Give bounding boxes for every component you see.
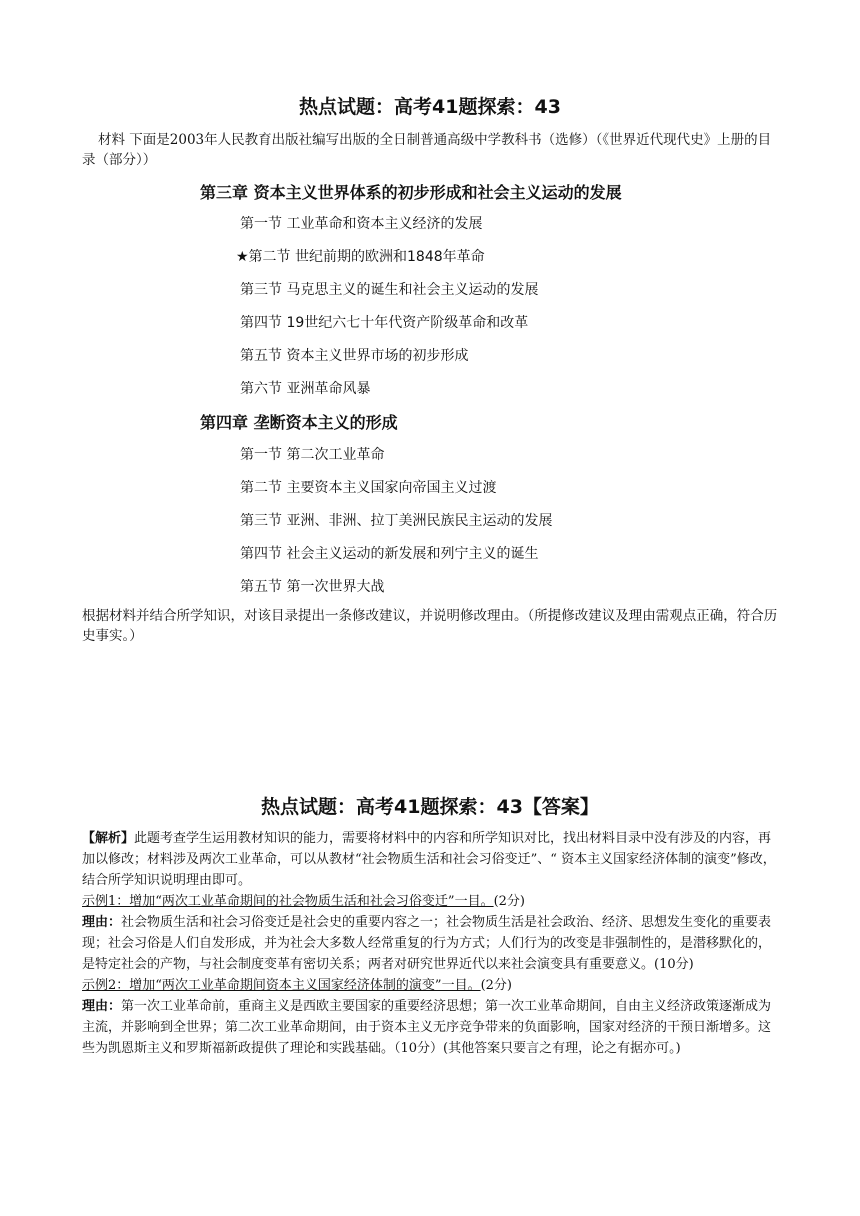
question-prompt: 根据材料并结合所学知识，对该目录提出一条修改建议，并说明修改理由。（所提修改建议及理由需观点正确，符合历史事实。） <box>82 608 778 644</box>
chapter-3-section-3: 第三节 马克思主义的诞生和社会主义运动的发展 <box>240 282 539 298</box>
reason-2-label: 理由： <box>82 999 122 1014</box>
material-text: 材料 下面是2003年人民教育出版社编写出版的全日制普通高级中学教科书（选修）（《世界近代现代史》上册的目录（部分）） <box>82 132 772 168</box>
reason-2-paragraph <box>82 996 782 1059</box>
chapter-4-section-3: 第三节 亚洲、非洲、拉丁美洲民族民主运动的发展 <box>240 513 553 529</box>
question-title: 热点试题：高考41题探索：43 <box>299 96 561 118</box>
closing-note: (其他答案只要言之有理，论之有据亦可。) <box>443 1041 681 1056</box>
analysis-paragraph <box>82 828 782 891</box>
chapter-3-section-5: 第五节 资本主义世界市场的初步形成 <box>240 348 469 364</box>
chapter-4-section-1: 第一节 第二次工业革命 <box>240 447 385 463</box>
chapter-4-section-5: 第五节 第一次世界大战 <box>240 579 385 595</box>
chapter-3-section-1: 第一节 工业革命和资本主义经济的发展 <box>240 216 483 232</box>
answer-body <box>82 828 782 1059</box>
chapter-3-section-4: 第四节 19世纪六七十年代资产阶级革命和改革 <box>240 315 529 331</box>
example-2-text: 示例2：增加“两次工业革命期间资本主义国家经济体制的演变”一目。 <box>82 978 481 993</box>
example-2-line <box>82 975 782 996</box>
example-1-line <box>82 891 782 912</box>
chapter-4-title: 第四章 垄断资本主义的形成 <box>200 413 398 432</box>
reason-1-label: 理由： <box>82 915 122 930</box>
example-2-score: (2分) <box>480 978 512 993</box>
example-1-score: (2分) <box>493 894 525 909</box>
example-1-text: 示例1：增加“两次工业革命期间的社会物质生活和社会习俗变迁”一目。 <box>82 894 494 909</box>
reason-1-paragraph <box>82 912 782 975</box>
chapter-3-section-6: 第六节 亚洲革命风暴 <box>240 381 371 397</box>
analysis-text: 此题考查学生运用教材知识的能力，需要将材料中的内容和所学知识对比，找出材料目录中没有涉及的内容，再加以修改；材料涉及两次工业革命，可以从教材“社会物质生活和社会习俗变迁”、“ 资本主义国家经济体制的演变”修改，结合所学知识说明理由即可。 <box>82 831 776 888</box>
chapter-4-section-2: 第二节 主要资本主义国家向帝国主义过渡 <box>240 480 497 496</box>
chapter-4-section-4: 第四节 社会主义运动的新发展和列宁主义的诞生 <box>240 546 539 562</box>
reason-1-text: 社会物质生活和社会习俗变迁是社会史的重要内容之一；社会物质生活是社会政治、经济、思想发生变化的重要表现；社会习俗是人们自发形成，并为社会大多数人经常重复的行为方式；人们行为的改变是非强制性的，是潜移默化的，是特定社会的产物，与社会制度变革有密切关系；两者对研究世界近代以来社会演变具有重要意义。(10分) <box>82 915 772 972</box>
chapter-3-section-2: ★第二节 世纪前期的欧洲和1848年革命 <box>236 249 485 265</box>
analysis-label: 【解析】 <box>82 831 135 846</box>
answer-title: 热点试题：高考41题探索：43【答案】 <box>261 796 599 818</box>
chapter-3-title: 第三章 资本主义世界体系的初步形成和社会主义运动的发展 <box>200 183 622 202</box>
reason-2-text: 第一次工业革命前，重商主义是西欧主要国家的重要经济思想；第一次工业革命期间，自由主义经济政策逐渐成为主流，并影响到全世界；第二次工业革命期间，由于资本主义无序竞争带来的负面影响，国家对经济的干预日渐增多。这些为凯恩斯主义和罗斯福新政提供了理论和实践基础。（10分） <box>82 999 772 1056</box>
